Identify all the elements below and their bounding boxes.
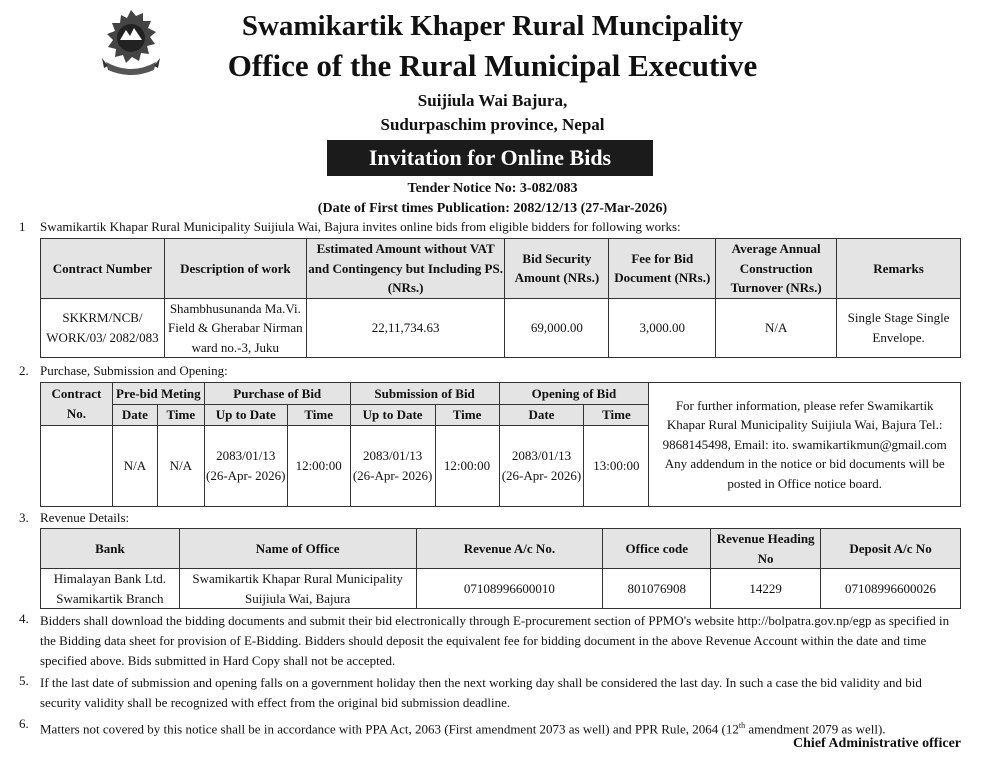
- col-submission: Submission of Bid: [350, 383, 499, 405]
- col-remarks: Remarks: [837, 239, 961, 299]
- notice-banner: Invitation for Online Bids: [327, 140, 653, 176]
- section-6-number: 6.: [19, 716, 29, 731]
- col-prebid: Pre-bid Meting: [112, 383, 204, 405]
- col-purchase: Purchase of Bid: [204, 383, 350, 405]
- opening-date-cell: 2083/01/13 (26-Apr- 2026): [499, 425, 584, 507]
- prebid-date-cell: N/A: [112, 425, 157, 507]
- municipality-title: Swamikartik Khaper Rural Muncipality: [241, 10, 744, 42]
- purchase-time-cell: 12:00:00: [287, 425, 350, 507]
- purchase-date-cell: 2083/01/13 (26-Apr- 2026): [204, 425, 287, 507]
- sub-prebid-date: Date: [112, 405, 157, 426]
- schedule-table: [40, 382, 961, 507]
- table-row: [41, 298, 961, 358]
- works-table: [40, 238, 961, 358]
- revenue-table: [40, 528, 961, 609]
- section-3-title: Revenue Details:: [40, 510, 130, 525]
- address-line-2: Sudurpaschim province, Nepal: [380, 115, 605, 134]
- section-2-title: Purchase, Submission and Opening:: [40, 363, 228, 378]
- works-table-header: [41, 239, 961, 299]
- sub-opening-date: Date: [499, 405, 584, 426]
- sub-submission-time: Time: [435, 405, 499, 426]
- turnover-cell: N/A: [716, 298, 837, 358]
- col-revenue-ac: Revenue A/c No.: [416, 529, 603, 569]
- prebid-time-cell: N/A: [157, 425, 204, 507]
- submission-date-cell: 2083/01/13 (26-Apr- 2026): [350, 425, 435, 507]
- section-6-text-a: Matters not covered by this notice shall be in accordance with PPA Act, 2063 (First amendment 2073 as well) and PPR Rule, 2064 (12: [40, 721, 739, 737]
- contract-no-cell: [41, 425, 113, 507]
- office-code-cell: 801076908: [603, 569, 711, 609]
- section-4-number: 4.: [19, 611, 29, 626]
- description-cell: Shambhusunanda Ma.Vi. Field & Gherabar Nirman ward no.-3, Juku: [164, 298, 306, 358]
- contract-number-cell: SKKRM/NCB/ WORK/03/ 2082/083: [41, 298, 165, 358]
- sub-prebid-time: Time: [157, 405, 204, 426]
- section-1-intro: Swamikartik Khapar Rural Municipality Suijiula Wai, Bajura invites online bids from eligible bidders for following works:: [40, 219, 681, 234]
- remarks-cell: Single Stage Single Envelope.: [837, 298, 961, 358]
- section-3-number: 3.: [19, 510, 29, 525]
- col-contract-number: Contract Number: [41, 239, 165, 299]
- deposit-ac-cell: 07108996600026: [821, 569, 961, 609]
- col-bank: Bank: [41, 529, 180, 569]
- fee-cell: 3,000.00: [609, 298, 716, 358]
- signature: Chief Administrative officer: [793, 736, 961, 751]
- section-5-text: If the last date of submission and opening falls on a government holiday then the next working day shall be considered the last day. In such a case the bid validity and bid security validity shall be recognized with effect from the original bid submission deadline.: [40, 675, 922, 710]
- col-deposit-ac: Deposit A/c No: [821, 529, 961, 569]
- col-office-name: Name of Office: [179, 529, 416, 569]
- section-2-number: 2.: [19, 363, 29, 378]
- address-line-1: Suijiula Wai Bajura,: [417, 91, 568, 110]
- section-4-text: Bidders shall download the bidding documents and submit their bid electronically through E-procurement section of PPMO's website http://bolpatra.gov.np/egp as specified in the Bidding data sheet for provision of E-Bidding. Bidders should deposit the equivalent fee for bidding document in the above Revenue Account within the date and time specified above. Bids submitted in Hard Copy shall not be accepted.: [40, 613, 950, 668]
- publication-date: (Date of First times Publication: 2082/12/13 (27-Mar-2026): [317, 201, 668, 216]
- col-estimated-amount: Estimated Amount without VAT and Contingency but Including PS. (NRs.): [306, 239, 505, 299]
- col-turnover: Average Annual Construction Turnover (NRs.): [716, 239, 837, 299]
- sub-purchase-time: Time: [287, 405, 350, 426]
- revenue-heading-cell: 14229: [711, 569, 821, 609]
- col-opening: Opening of Bid: [499, 383, 649, 405]
- bank-cell: Himalayan Bank Ltd. Swamikartik Branch: [41, 569, 180, 609]
- tender-notice-number: Tender Notice No: 3-082/083: [407, 181, 578, 196]
- sub-opening-time: Time: [584, 405, 649, 426]
- table-row: [41, 569, 961, 609]
- col-bid-security: Bid Security Amount (NRs.): [505, 239, 609, 299]
- section-5-number: 5.: [19, 673, 29, 688]
- bid-security-cell: 69,000.00: [505, 298, 609, 358]
- office-title: Office of the Rural Municipal Executive: [227, 48, 758, 83]
- estimated-amount-cell: 22,11,734.63: [306, 298, 505, 358]
- revenue-ac-cell: 07108996600010: [416, 569, 603, 609]
- col-revenue-heading: Revenue Heading No: [711, 529, 821, 569]
- col-office-code: Office code: [603, 529, 711, 569]
- section-6-sup: th: [738, 721, 746, 730]
- submission-time-cell: 12:00:00: [435, 425, 499, 507]
- col-description: Description of work: [164, 239, 306, 299]
- sub-purchase-date: Up to Date: [204, 405, 287, 426]
- revenue-table-header: [41, 529, 961, 569]
- col-contract-no: Contract No.: [41, 383, 113, 426]
- section-6-text-b: amendment 2079 as well).: [745, 721, 886, 737]
- opening-time-cell: 13:00:00: [584, 425, 649, 507]
- section-1-number: 1: [19, 219, 26, 234]
- sub-submission-date: Up to Date: [350, 405, 435, 426]
- office-name-cell: Swamikartik Khapar Rural Municipality Suijiula Wai, Bajura: [179, 569, 416, 609]
- further-information: For further information, please refer Swamikartik Khapar Rural Municipality Suijiula Wai, Bajura Tel.: 9868145498, Email: ito. swamikartikmun@gmail.com Any addendum in the notice or bid documents will be posted in Office notice board.: [649, 383, 961, 507]
- col-fee: Fee for Bid Document (NRs.): [609, 239, 716, 299]
